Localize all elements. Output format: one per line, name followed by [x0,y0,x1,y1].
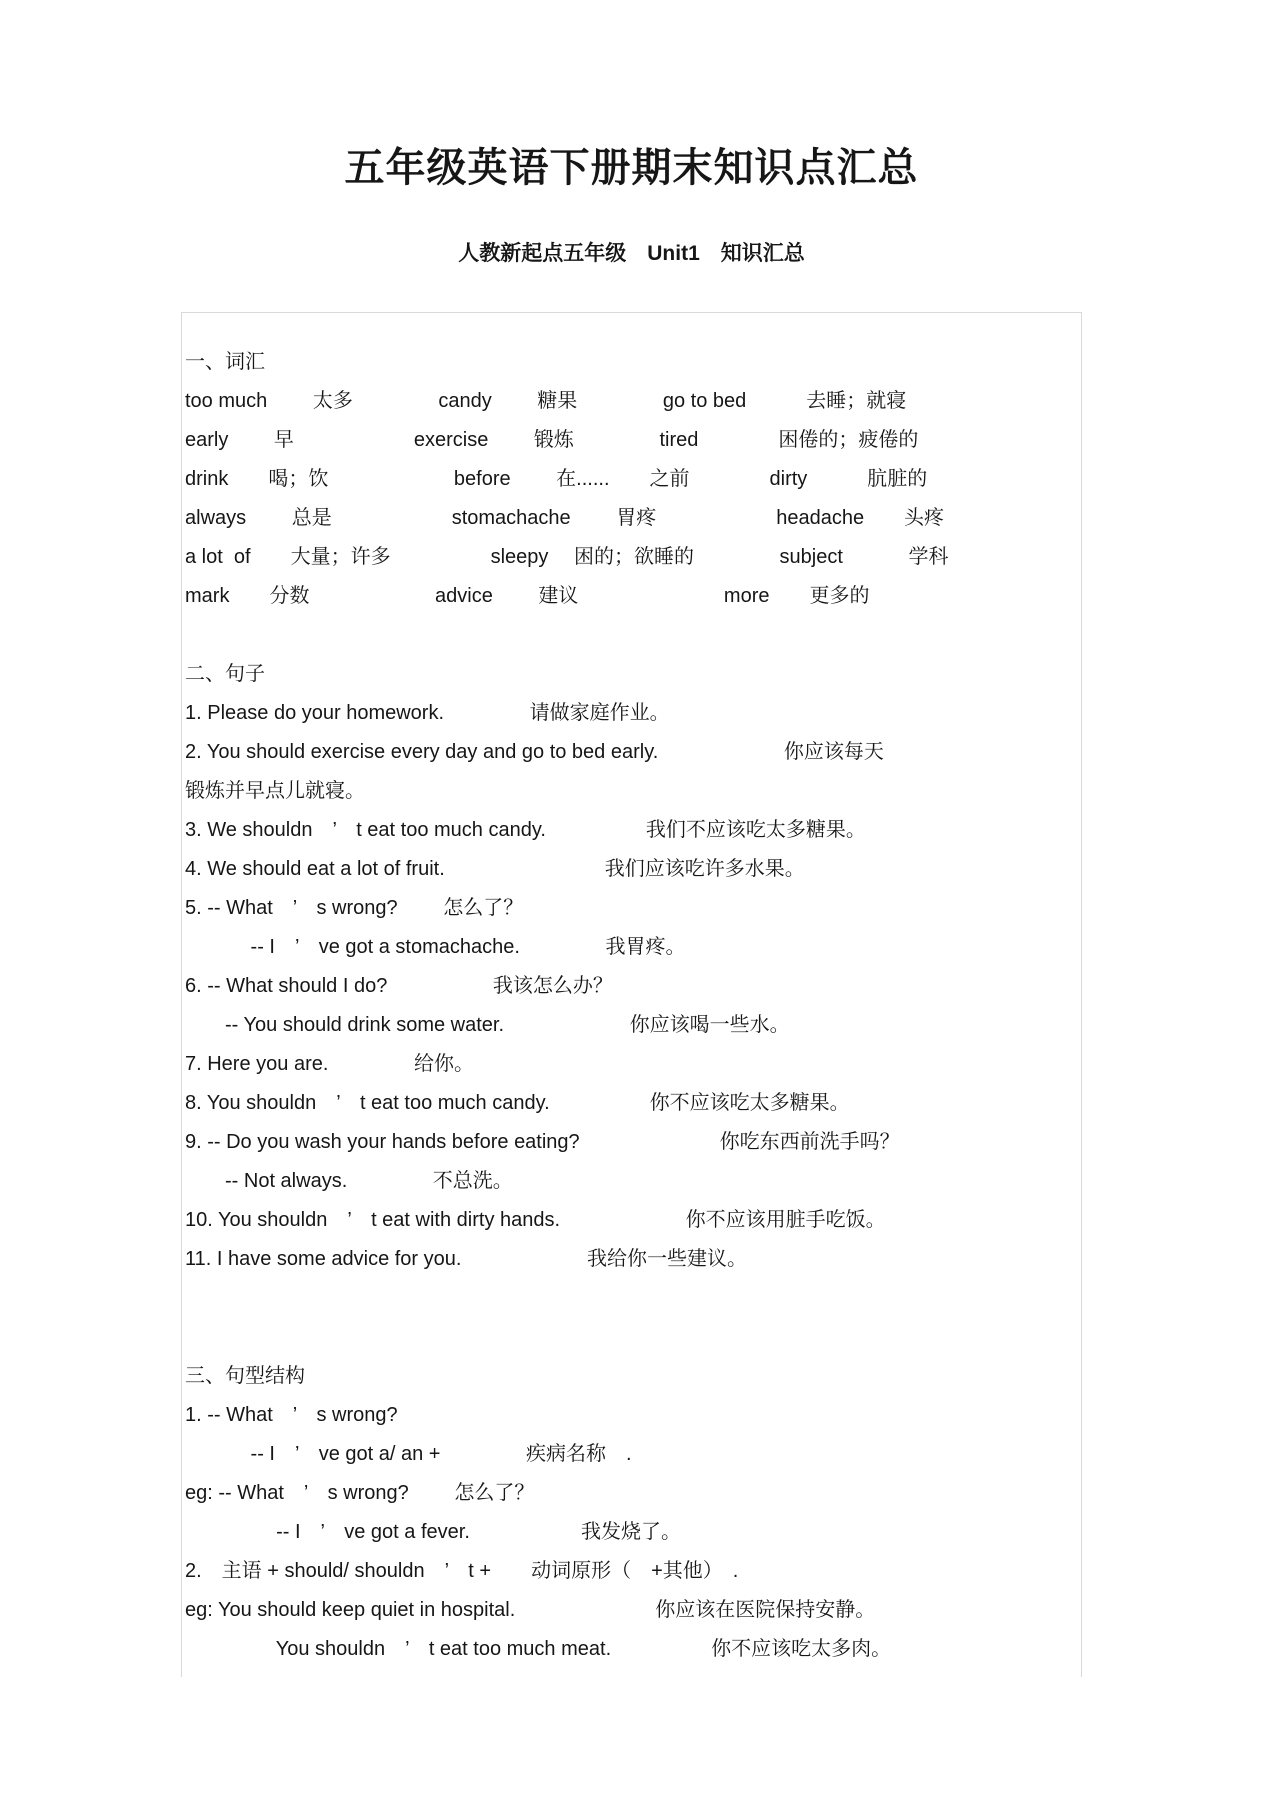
sentence-line: 10. You shouldn ’ t eat with dirty hands. 你不应该用脏手吃饭。 [185,1209,886,1231]
vocab-row: early 早 exercise 锻炼 tired 困倦的；疲倦的 [185,429,919,451]
sentence-line: 2. You should exercise every day and go to bed early. 你应该每天 [185,741,884,763]
sentence-line: 9. -- Do you wash your hands before eating? 你吃东西前洗手吗？ [185,1131,900,1153]
pattern-line: 2. 主语 + should/ shouldn ’ t + 动词原形（ +其他） . [185,1560,739,1582]
sentence-line: 4. We should eat a lot of fruit. 我们应该吃许多水果。 [185,858,805,880]
document-subtitle: 人教新起点五年级 Unit1 知识汇总 [458,242,805,265]
sentence-line: -- I ’ ve got a stomachache. 我胃疼。 [185,936,686,958]
sentence-line: -- Not always. 不总洗。 [185,1170,513,1192]
blank-line [185,616,1075,655]
vocab-row: a lot of 大量；许多 sleepy 困的；欲睡的 subject 学科 [185,546,949,568]
sentence-line: 7. Here you are. 给你。 [185,1053,474,1075]
pattern-line: You shouldn ’ t eat too much meat. 你不应该吃太多肉。 [185,1638,892,1660]
sentence-line: 3. We shouldn ’ t eat too much candy. 我们不应该吃太多糖果。 [185,819,866,841]
sentence-line: 6. -- What should I do? 我该怎么办？ [185,975,613,997]
sentence-line: 5. -- What ’ s wrong? 怎么了？ [185,897,524,919]
sentence-line: 11. I have some advice for you. 我给你一些建议。 [185,1248,748,1270]
document-title: 五年级英语下册期末知识点汇总 [344,146,919,190]
pattern-line: eg: -- What ’ s wrong? 怎么了？ [185,1482,535,1504]
sentence-line: -- You should drink some water. 你应该喝一些水。 [185,1014,790,1036]
section-heading-sentences: 二、句子 [185,663,265,685]
vocab-row: drink 喝；饮 before 在...... 之前 dirty 肮脏的 [185,468,928,490]
vocab-row: mark 分数 advice 建议 more 更多的 [185,585,870,607]
vocab-row: always 总是 stomachache 胃疼 headache 头疼 [185,507,945,529]
pattern-line: -- I ’ ve got a/ an + 疾病名称 . [185,1443,632,1465]
sentence-line: 8. You shouldn ’ t eat too much candy. 你不应该吃太多糖果。 [185,1092,850,1114]
blank-line [185,1279,1075,1318]
document-page [181,0,1082,1677]
pattern-line: 1. -- What ’ s wrong? [185,1404,398,1426]
vocab-row: too much 太多 candy 糖果 go to bed 去睡；就寝 [185,390,907,412]
content-box [181,312,1082,1677]
sentence-line: 1. Please do your homework. 请做家庭作业。 [185,702,670,724]
pattern-line: -- I ’ ve got a fever. 我发烧了。 [185,1521,681,1543]
section-heading-vocabulary: 一、词汇 [185,351,265,373]
section-heading-patterns: 三、句型结构 [185,1365,305,1387]
pattern-line: eg: You should keep quiet in hospital. 你应该在医院保持安静。 [185,1599,876,1621]
sentence-line: 锻炼并早点儿就寝。 [185,780,365,802]
blank-line [185,1318,1075,1357]
